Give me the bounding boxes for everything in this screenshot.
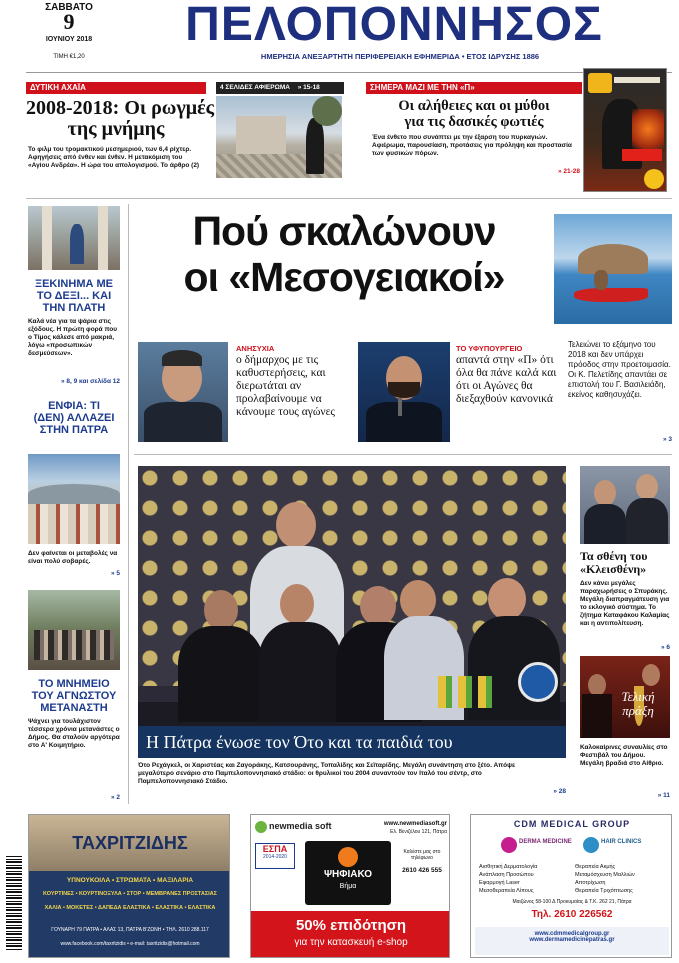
left-ref-3: » 2 — [110, 794, 120, 801]
concert-photo-text-line1: Τελική — [621, 689, 655, 704]
politician-1-head — [594, 480, 616, 506]
player-2-body — [258, 622, 342, 722]
ad2-espa-years: 2014-2020 — [263, 854, 287, 860]
ad3-logo-2: HAIR CLINICS — [601, 839, 642, 845]
left-body-3: Ψάχνει για τουλάχιστον τέσσερα χρόνια μετανάστες ο Δήμος. Θα σταλούν αργότερα στο Α' Κοιμητήριο. — [28, 718, 120, 749]
ad3-service-r4: Θεραπεία Τριχόπτωσης — [575, 888, 633, 894]
ad3-phone-row — [475, 909, 669, 920]
top-mid-ref: » 21-28 — [557, 168, 580, 175]
concert-photo-text — [610, 690, 666, 718]
hair-logo-icon — [583, 837, 599, 853]
federation-logo-stand — [518, 662, 558, 702]
saxophone-concert-photo — [580, 656, 670, 738]
ad2-call-label: Καλέστε μας στο τηλέφωνο — [403, 849, 441, 861]
ad3-service-r1: Θεραπεία Ακμής — [575, 864, 616, 870]
ad2-phone: 2610 426 555 — [402, 867, 442, 874]
left-headline-1-line2: ΤΟ ΔΕΞΙ... ΚΑΙ — [36, 290, 112, 302]
ad1-line2: ΚΟΥΡΤΙΝΕΣ • ΚΟΥΡΤΙΝΟΞΥΛΑ • ΣΤΟΡ • ΜΕΜΒΡΑΝΕΣ ΠΡΟΣΤΑΣΙΑΣ — [43, 891, 217, 897]
politician-2-head — [636, 474, 658, 500]
right-ref-2: » 11 — [657, 792, 670, 799]
ad3-logo-1: DERMA MEDICINE — [519, 839, 572, 845]
ad3-brand: CDM MEDICAL GROUP — [513, 819, 631, 829]
ad3-services-right — [575, 863, 669, 895]
top-mid-headline-line2: για τις δασικές φωτιές — [404, 114, 544, 130]
main-label-anxiety: ΑΝΗΣΥΧΙΑ — [236, 344, 275, 353]
center-photo-caption: Η Πάτρα ένωσε τον Ότο και τα παιδιά του — [138, 726, 566, 758]
minister-beard — [388, 382, 420, 398]
standing-man-head — [276, 502, 316, 548]
right-headline-1-line2: «Κλεισθένη» — [580, 562, 647, 576]
newmediasoft-logo-icon — [255, 821, 267, 833]
politicians-photo — [580, 466, 670, 544]
left-ref-2: » 5 — [110, 570, 120, 577]
ad3-service-l4: Μεσοθεραπεία Λίπους — [479, 888, 534, 894]
top-section-rule — [26, 198, 672, 199]
sea-jetski-photo — [554, 214, 672, 324]
rock-island — [578, 244, 648, 274]
derma-logo-icon — [501, 837, 517, 853]
magazine-masthead-strip — [614, 77, 660, 83]
city-rooftops — [28, 502, 120, 544]
flame-glow — [632, 109, 664, 149]
main-section-rule — [134, 454, 672, 455]
main-headline-line2: οι «Μεσογειακοί» — [183, 254, 505, 300]
ad3-service-l2: Ανάπλαση Προσώπου — [479, 872, 534, 878]
crowd-figures — [34, 630, 114, 660]
pedestrian-figure — [70, 224, 84, 264]
tree-foliage — [312, 96, 342, 126]
musician-1-body — [582, 694, 612, 738]
street-scene-photo — [28, 206, 120, 270]
ad3-service-r2: Μεταμόσχευση Μαλλιών — [575, 872, 635, 878]
center-photo-ref: » 28 — [553, 788, 566, 795]
ad2-espa — [255, 843, 295, 869]
distant-mountains — [28, 484, 120, 504]
laptop-screen — [305, 841, 391, 905]
ad1-brand: ΤΑΧΡΙΤΖΙΔΗΣ — [72, 833, 188, 853]
left-body-1: Καλά νέα για τα ψάρια στις εξόδους. Η πρώτη φορά που ο Τίμος κάλεσε από μακριά, λόγω «προσωπικών δεσμεύσεων». — [28, 318, 118, 357]
left-headline-1-line3: ΤΗΝ ΠΛΑΤΗ — [42, 302, 106, 314]
left-headline-3-line3: ΜΕΤΑΝΑΣΤΗ — [40, 702, 108, 714]
mayor-hair — [162, 350, 202, 366]
top-left-headline-line2: της μνήμης — [67, 118, 165, 140]
top-left-headline — [26, 97, 215, 140]
magazine-tag-red — [622, 149, 662, 161]
politician-1-suit — [584, 504, 626, 544]
ad3-services-left — [479, 863, 569, 895]
migrant-memorial-photo — [28, 590, 120, 670]
right-ref-1: » 6 — [660, 644, 670, 651]
ad3-web2: www.dermamedicinepatras.gr — [529, 937, 615, 943]
mayor-photo — [138, 342, 228, 442]
microphone-icon — [398, 398, 402, 416]
top-left-headline-line1: 2008-2018: Οι ρωγμές — [26, 97, 215, 119]
jetski-red — [574, 288, 648, 302]
ad2-offer-banner — [251, 911, 450, 958]
issue-day: ΣΑΒΒΑΤΟ — [45, 2, 93, 13]
ad-taxritzidis[interactable] — [28, 814, 230, 958]
ad3-service-l1: Αισθητική Δερματολογία — [479, 864, 538, 870]
pages-badge — [216, 82, 344, 94]
ad-cdm-medical[interactable] — [470, 814, 672, 958]
newspaper-subtitle: ΗΜΕΡΗΣΙΑ ΑΝΕΞΑΡΤΗΤΗ ΠΕΡΙΦΕΡΕΙΑΚΗ ΕΦΗΜΕΡΙΔΑ • ΕΤΟΣ ΙΔΡΥΣΗΣ 1886 — [260, 52, 540, 61]
left-ref-1: » 8, 9 και σελίδα 12 — [60, 378, 120, 385]
musician-1-head — [588, 674, 606, 696]
right-body-2: Καλοκαίρινες συναυλίες στο Φεστιβάλ του Δήμου. Μεγάλη βραδιά στο Αίθριο. — [580, 744, 668, 767]
ad-newmediasoft[interactable] — [250, 814, 450, 958]
ad1-line3: ΧΑΛΙΑ • ΜΟΚΕΤΕΣ • ΔΑΠΕΔΑ ΕΛΑΣΤΙΚΑ • ΕΛΑΣΤΙΚΑ • ΕΛΑΣΤΙΚΑ — [44, 905, 216, 911]
center-photo-body: Ότο Ρεχάγκελ, οι Χαριστέας και Ζαγοράκης, Κατσουράνης, Τοπαλίδης και Σεϊταρίδης. Μεγάλη συνάντηση στο ξέτο. Απόψε μεγαλύτερο σενάριο στο Παμπελοποννησιακό στάδιο: οι θρυλικοί του 2004 συναντούν τον Ιταλό του σέντρ, στο Παμπελοποννησιακό Στάδιο. — [138, 762, 516, 785]
left-headline-3-line2: ΤΟΥ ΑΓΝΩΣΤΟΥ — [31, 690, 117, 702]
press-conference-photo — [138, 466, 566, 758]
patras-city-photo — [28, 454, 120, 544]
main-label-ministry: ΤΟ ΥΦΥΠΟΥΡΓΕΙΟ — [456, 344, 523, 353]
pages-badge-ref: » 15-18 — [297, 84, 320, 91]
left-headline-1[interactable] — [26, 278, 122, 314]
left-headline-3[interactable] — [26, 678, 122, 714]
newspaper-title: ΠΕΛΟΠΟΝΝΗΣΟΣ — [185, 0, 603, 51]
player-3-head — [360, 586, 396, 626]
musician-2-head — [642, 664, 660, 686]
ad1-web: www.facebook.com/taxritzidis • e-mail: taxritzidis@hotmail.com — [60, 941, 200, 947]
ad1-line1: ΥΠΝΟΥΚΟΙΛΑ • ΣΤΡΩΜΑΤΑ • ΜΑΞΙΛΑΡΙΑ — [66, 877, 194, 884]
ad3-web1: www.cdmmedicalgroup.gr — [534, 931, 610, 937]
mayor-suit — [144, 402, 222, 442]
player-4-head — [400, 580, 436, 620]
masthead — [0, 0, 679, 75]
water-bottles — [438, 676, 498, 708]
ruins-wall — [236, 116, 286, 156]
section-label-dytiki-achaia: ΔΥΤΙΚΗ ΑΧΑΪΑ — [26, 82, 206, 94]
top-mid-headline — [366, 98, 582, 130]
left-column — [26, 204, 122, 812]
top-mid-story[interactable] — [366, 82, 582, 192]
politician-2-suit — [626, 498, 668, 544]
section-label-today-with-p: ΣΗΜΕΡΑ ΜΑΖΙ ΜΕ ΤΗΝ «Π» — [366, 82, 582, 94]
left-headline-2[interactable] — [26, 400, 122, 436]
left-headline-2-line2: (ΔΕΝ) ΑΛΛΑΖΕΙ — [33, 412, 115, 424]
pages-badge-text: 4 ΣΕΛΙΔΕΣ ΑΦΙΕΡΩΜΑ — [220, 84, 290, 91]
ad2-espa-label: ΕΣΠΑ — [262, 844, 288, 854]
ad3-phone: 2610 226562 — [554, 909, 613, 920]
fire-magazine-cover[interactable] — [583, 68, 667, 192]
main-headline-line1: Πού σκαλώνουν — [192, 208, 496, 254]
ad3-service-r3: Αποτρίχωση — [575, 880, 606, 886]
ad3-service-l3: Εφαρμογή Laser — [479, 880, 520, 886]
right-body-1: Δεν κάνει μεγάλες παραχωρήσεις ο Σπυράκης. Μεγάλη διαπραγμάτευση για το εκλογικό σύστημα. Το ζήτημα Καταφάκου Καλαμίας και η αντιπολίτευση. — [580, 580, 670, 627]
ad2-product-1: ΨΗΦΙΑΚΟ — [323, 869, 373, 880]
player-1-body — [178, 626, 264, 722]
magazine-logo — [588, 73, 612, 93]
left-headline-1-line1: ΞΕΚΙΝΗΜΑ ΜΕ — [35, 278, 113, 290]
magazine-badge — [644, 169, 664, 189]
main-ref-3: » 3 — [662, 436, 672, 443]
top-left-body: Το φιλμ του τρομακτικού μεσημεριού, των 6,4 ρίχτερ. Αφηγήσεις από ένθεν και ένθεν. Η μετακόμιση του «Αγίου Ανδρέα». Η ώρα του απολογισμού. Το άρθρο (2) — [28, 146, 200, 169]
ad2-product-2: Βήμα — [339, 883, 357, 890]
digital-step-icon — [338, 847, 358, 867]
ad1-contact: ΓΟΥΝΑΡΗ 79 ΠΑΤΡΑ • ΑΛΑΣ 13, ΠΑΤΡΑ Β'ΖΩΝΗ • ΤΗΛ. 2610 288.117 — [51, 927, 209, 933]
issue-price: ΤΙΜΗ €1,20 — [53, 54, 85, 60]
ad3-web-box — [475, 927, 669, 955]
rider-figure — [594, 270, 608, 290]
building-column — [42, 206, 52, 270]
main-headline — [134, 208, 554, 300]
minister-suit — [366, 402, 442, 442]
right-headline-1-line1: Τα σθένη του — [580, 549, 648, 563]
right-column — [576, 462, 672, 810]
ad3-phone-label: Τηλ. — [531, 909, 552, 920]
issue-date-number: 9 — [63, 9, 75, 34]
main-story[interactable] — [134, 204, 672, 442]
issue-month-year: ΙΟΥΝΙΟΥ 2018 — [45, 36, 93, 43]
ad2-address: Ελ. Βενιζέλου 121, Πάτρα — [390, 829, 447, 835]
main-text-ministry: απαντά στην «Π» ότι όλα θα πάνε καλά και ότι οι Αγώνες θα διεξαχθούν κανονικά — [456, 354, 557, 405]
left-body-2: Δεν φαίνεται οι μεταβολές να είναι πολύ σοβαρές. — [28, 550, 118, 565]
top-mid-body: Ένα ένθετο που συνάπτει με την έξαρση του πυρκαγιών. Αφιέρωμα, παρουσίαση, προτάσεις για πρόληψη και προστασία των φυσικών πόρων. — [372, 134, 572, 157]
ad3-address: Μαιζώνος 58-100 Δ Προκυμαίας & Τ.Κ. 262 21, Πάτρα — [512, 899, 632, 905]
left-headline-2-line3: ΣΤΗΝ ΠΑΤΡΑ — [39, 424, 109, 436]
ad2-offer-sub: για την κατασκευή e-shop — [294, 937, 408, 948]
priest-figure — [306, 118, 324, 174]
left-headline-3-line1: ΤΟ ΜΝΗΜΕΙΟ — [38, 678, 110, 690]
ad2-web: www.newmediasoft.gr — [383, 821, 447, 827]
right-headline-1[interactable] — [580, 550, 672, 576]
masthead-rule — [26, 72, 672, 73]
concert-photo-text-line2: πράξη — [622, 703, 654, 718]
main-text-summary: Τελειώνει το εξάμηνο του 2018 και δεν υπάρχει πρόοδος στην προετοιμασία. Οι Κ. Πελετίδης απαντάει σε επιστολή του Γ. Βασιλειάδη, εκείνος καθησυχάζει. — [568, 340, 671, 399]
barcode — [6, 856, 22, 950]
top-mid-headline-line1: Οι αλήθειες και οι μύθοι — [398, 98, 550, 114]
left-headline-2-line1: ΕΝΦΙΑ: ΤΙ — [48, 400, 100, 412]
main-text-mayor: ο δήμαρχος με τις καθυστερήσεις, και διερωτάται αν προλαβαίνουμε να κάνουμε τους αγώνες — [236, 354, 335, 418]
player-2-head — [280, 584, 314, 624]
earthquake-ruins-photo — [216, 96, 342, 178]
deputy-minister-photo — [358, 342, 450, 442]
top-left-story[interactable] — [26, 82, 344, 192]
building-column-2 — [98, 206, 108, 270]
ad2-brand: newmedia soft — [269, 821, 332, 831]
player-5-head — [488, 578, 526, 620]
player-1-head — [204, 590, 238, 630]
left-column-divider — [128, 204, 129, 804]
center-photo-story[interactable] — [134, 462, 570, 810]
ad2-offer: 50% επιδότηση — [295, 917, 407, 934]
